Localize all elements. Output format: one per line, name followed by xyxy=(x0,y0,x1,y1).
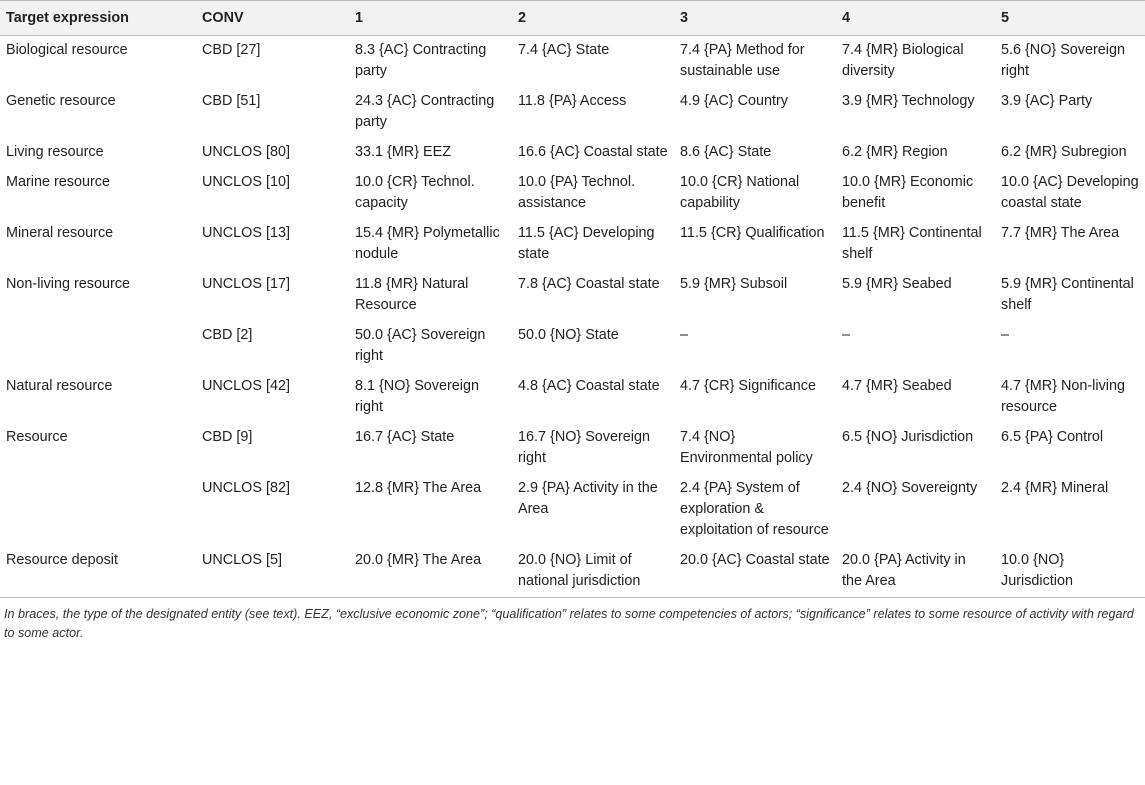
cell-rank-2: 4.8 {AC} Coastal state xyxy=(518,378,660,394)
cell-conv: CBD [51] xyxy=(202,93,261,109)
cell-rank-3: – xyxy=(680,327,689,343)
table-row xyxy=(0,474,1145,546)
cell-rank-1: 24.3 {AC} Contracting party xyxy=(355,93,495,130)
cell-rank-3: 20.0 {AC} Coastal state xyxy=(674,546,836,598)
table-footnote: In braces, the type of the designated entity (see text). EEZ, “exclusive economic zone”; “qualification” relates to some competencies of actors; “significance” relates to some resource of activity with regard to some actor. xyxy=(4,607,1134,640)
cell-rank-5: 5.6 {NO} Sovereign right xyxy=(1001,42,1125,79)
cell-conv: UNCLOS [17] xyxy=(202,276,290,292)
cell-rank-2: 2.9 {PA} Activity in the Area xyxy=(518,480,658,517)
cell-target xyxy=(0,321,196,372)
cell-rank-4: 20.0 {PA} Activity in the Area xyxy=(836,546,995,598)
cell-rank-3: 11.5 {CR} Qualification xyxy=(680,225,825,241)
cell-rank-5: 2.4 {MR} Mineral xyxy=(1001,480,1109,496)
header-row xyxy=(0,1,1145,36)
cell-target: Living resource xyxy=(6,144,104,160)
table-row xyxy=(0,372,1145,423)
cell-rank-5: 6.5 {PA} Control xyxy=(1001,429,1104,445)
cell-target: Resource deposit xyxy=(0,546,196,598)
cell-target: Marine resource xyxy=(6,174,110,190)
cell-target: Natural resource xyxy=(6,378,113,394)
cell-rank-2: 16.6 {AC} Coastal state xyxy=(518,144,668,160)
cell-rank-2: 11.8 {PA} Access xyxy=(518,93,627,109)
header-conv: CONV xyxy=(196,1,349,36)
cell-conv: UNCLOS [5] xyxy=(196,546,349,598)
cell-rank-1: 12.8 {MR} The Area xyxy=(355,480,482,496)
cell-rank-3: 5.9 {MR} Subsoil xyxy=(680,276,788,292)
cell-rank-1: 50.0 {AC} Sovereign right xyxy=(355,327,486,364)
cell-rank-5: 5.9 {MR} Continental shelf xyxy=(1001,276,1134,313)
cell-target: Genetic resource xyxy=(6,93,116,109)
cell-conv: UNCLOS [80] xyxy=(202,144,290,160)
cell-rank-5: 7.7 {MR} The Area xyxy=(1001,225,1120,241)
cell-target: Biological resource xyxy=(6,42,128,58)
cell-rank-3: 7.4 {NO} Environmental policy xyxy=(680,429,813,466)
cell-rank-1: 20.0 {MR} The Area xyxy=(349,546,512,598)
cell-conv: CBD [27] xyxy=(202,42,261,58)
cell-conv: CBD [2] xyxy=(202,327,253,343)
cell-rank-4: 5.9 {MR} Seabed xyxy=(842,276,952,292)
cell-target: Non-living resource xyxy=(6,276,130,292)
cell-rank-3: 10.0 {CR} National capability xyxy=(680,174,800,211)
cell-rank-5: 10.0 {AC} Developing coastal state xyxy=(1001,174,1139,211)
cell-conv: CBD [9] xyxy=(202,429,253,445)
cell-rank-1: 8.3 {AC} Contracting party xyxy=(355,42,487,79)
cell-rank-4: 10.0 {MR} Economic benefit xyxy=(842,174,974,211)
table-row xyxy=(0,138,1145,168)
cell-rank-5: 3.9 {AC} Party xyxy=(1001,93,1093,109)
cell-conv: UNCLOS [10] xyxy=(202,174,290,190)
cell-rank-2: 10.0 {PA} Technol. assistance xyxy=(518,174,636,211)
cell-rank-2: 7.4 {AC} State xyxy=(518,42,610,58)
cell-target xyxy=(0,474,196,546)
cell-conv: UNCLOS [82] xyxy=(202,480,290,496)
header-rank-2: 2 xyxy=(512,1,674,36)
cell-rank-2: 7.8 {AC} Coastal state xyxy=(518,276,660,292)
cell-rank-4: 3.9 {MR} Technology xyxy=(842,93,975,109)
header-rank-4: 4 xyxy=(836,1,995,36)
header-rank-1: 1 xyxy=(349,1,512,36)
cell-conv: UNCLOS [13] xyxy=(202,225,290,241)
cell-rank-5: – xyxy=(1001,327,1010,343)
header-rank-3: 3 xyxy=(674,1,836,36)
cell-rank-1: 10.0 {CR} Technol. capacity xyxy=(355,174,475,211)
cell-rank-4: 11.5 {MR} Continental shelf xyxy=(842,225,982,262)
table-row xyxy=(0,546,1145,598)
cell-rank-1: 16.7 {AC} State xyxy=(355,429,455,445)
table-row xyxy=(0,321,1145,372)
cell-rank-4: 6.5 {NO} Jurisdiction xyxy=(842,429,974,445)
cell-rank-5: 4.7 {MR} Non-living resource xyxy=(1001,378,1125,415)
cell-rank-5: 6.2 {MR} Subregion xyxy=(1001,144,1127,160)
table-row xyxy=(0,36,1145,88)
cell-rank-4: 2.4 {NO} Sovereignty xyxy=(842,480,978,496)
cell-rank-1: 33.1 {MR} EEZ xyxy=(355,144,451,160)
cell-rank-1: 15.4 {MR} Polymetallic nodule xyxy=(355,225,500,262)
header-target-expression: Target expression xyxy=(0,1,196,36)
cell-rank-4: 4.7 {MR} Seabed xyxy=(842,378,952,394)
table-row xyxy=(0,87,1145,138)
header-rank-5: 5 xyxy=(995,1,1145,36)
cell-target: Mineral resource xyxy=(6,225,114,241)
cell-rank-4: 7.4 {MR} Biological diversity xyxy=(842,42,964,79)
cell-rank-3: 4.9 {AC} Country xyxy=(680,93,788,109)
table-row xyxy=(0,423,1145,474)
table-row xyxy=(0,219,1145,270)
cell-rank-3: 2.4 {PA} System of exploration & exploitation of resource xyxy=(680,480,829,538)
cell-target: Resource xyxy=(6,429,68,445)
cell-rank-2: 20.0 {NO} Limit of national jurisdiction xyxy=(512,546,674,598)
cell-conv: UNCLOS [42] xyxy=(202,378,290,394)
cell-rank-1: 11.8 {MR} Natural Resource xyxy=(355,276,469,313)
cell-rank-3: 4.7 {CR} Significance xyxy=(680,378,816,394)
cell-rank-4: – xyxy=(842,327,851,343)
table-row xyxy=(0,168,1145,219)
cell-rank-3: 8.6 {AC} State xyxy=(680,144,772,160)
table-row xyxy=(0,270,1145,321)
cell-rank-1: 8.1 {NO} Sovereign right xyxy=(355,378,479,415)
cell-rank-2: 50.0 {NO} State xyxy=(518,327,619,343)
cell-rank-2: 16.7 {NO} Sovereign right xyxy=(518,429,651,466)
cell-rank-4: 6.2 {MR} Region xyxy=(842,144,948,160)
cell-rank-5: 10.0 {NO} Jurisdiction xyxy=(995,546,1145,598)
cell-rank-2: 11.5 {AC} Developing state xyxy=(518,225,655,262)
cell-rank-3: 7.4 {PA} Method for sustainable use xyxy=(680,42,805,79)
